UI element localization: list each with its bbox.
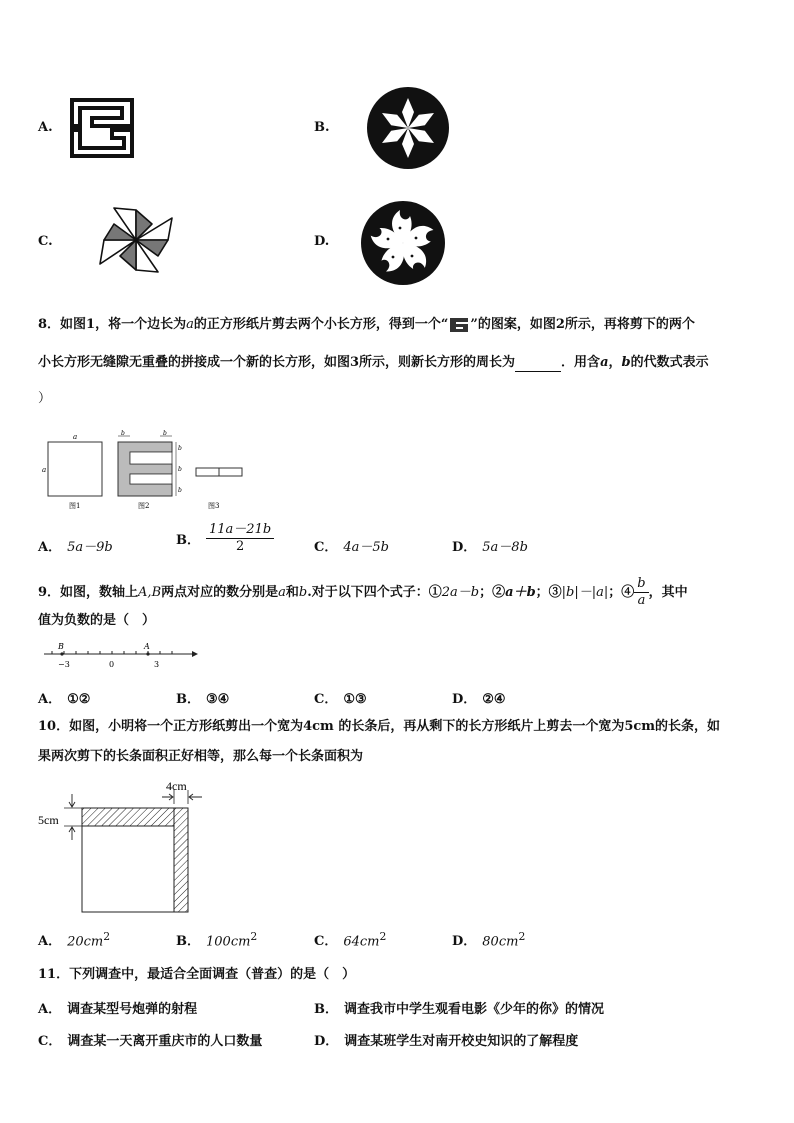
tick-label: 3 <box>154 660 160 669</box>
number-line <box>40 638 200 670</box>
q8-line-2 <box>38 354 768 372</box>
q8-var-b: b <box>621 355 631 370</box>
q10-line-1: 10．如图，小明将一个正方形纸剪出一个宽为4cm 的长条后，再从剩下的长方形纸片上剪去一个宽为5cm的长条，如 <box>38 719 721 734</box>
bauhinia-circle-icon <box>360 200 446 286</box>
q8-line-3: ） <box>38 391 52 406</box>
q10-option-b[interactable]: B． $100cm^2$ <box>176 930 258 950</box>
fig2-label-b2: b <box>163 430 167 437</box>
fig2-caption: 图2 <box>138 502 150 510</box>
pinwheel-icon <box>96 204 176 276</box>
e-shape-icon <box>450 318 468 332</box>
point-a-label: A <box>144 642 150 651</box>
q10-option-a[interactable]: A． $20cm^2$ <box>38 930 111 950</box>
q11-option-d[interactable]: D． 调查某班学生对南开校史知识的了解程度 <box>314 1034 579 1049</box>
q10-figure <box>38 776 218 918</box>
answer-blank[interactable] <box>515 357 561 372</box>
fig2-label-b4: b <box>178 466 182 473</box>
q9-option-c[interactable]: C． ①③ <box>314 692 367 707</box>
q8-text: 的代数式表示 <box>630 355 709 370</box>
q8-line-1 <box>38 316 768 334</box>
q8-text: 小长方形无缝隙无重叠的拼接成一个新的长方形，如图3所示，则新长方形的周长为 <box>38 355 516 370</box>
tick-label: 0 <box>109 660 115 669</box>
q7-option-d-key: D. <box>314 234 330 249</box>
q10-option-d[interactable]: D． $80cm^2$ <box>452 930 526 950</box>
fig3-caption: 图3 <box>208 502 220 510</box>
fig2-label-b5: b <box>178 487 182 494</box>
q9-points: A,B <box>138 585 162 600</box>
q9-expr-3: |b|－|a| <box>561 585 609 600</box>
fig1-caption: 图1 <box>69 502 81 510</box>
q8-text: ， <box>608 355 622 370</box>
q11-option-b[interactable]: B． 调查我市中学生观看电影《少年的你》的情况 <box>314 1002 605 1017</box>
q8-text: 8．如图1，将一个边长为 <box>38 317 187 332</box>
q10-option-c[interactable]: C． $64cm^2$ <box>314 930 387 950</box>
q8-figure <box>38 428 258 512</box>
flower-circle-icon <box>366 86 450 170</box>
q8-text: ．用含 <box>561 355 601 370</box>
q9-line-2: 值为负数的是（ ） <box>38 613 156 628</box>
q8-text: ”的图案，如图2所示，再将剪下的两个 <box>470 317 695 332</box>
q8-option-b-denominator: 2 <box>235 539 245 554</box>
q8-option-a[interactable]: A． 5a－9b <box>38 540 113 555</box>
q8-option-d[interactable]: D． 5a－8b <box>452 540 528 555</box>
q8-option-b-numerator: 11a－21b <box>206 522 274 539</box>
height-label: 5cm <box>38 813 59 827</box>
q11-option-c[interactable]: C． 调查某一天离开重庆市的人口数量 <box>38 1034 263 1049</box>
q8-var-a: a <box>186 317 194 332</box>
tick-label: −3 <box>58 660 70 669</box>
q7-option-a-key: A. <box>38 120 53 135</box>
q11-stem: 11．下列调查中，最适合全面调查（普查）的是（ ） <box>38 967 356 982</box>
width-label: 4cm <box>166 779 187 793</box>
fig1-label-a-side: a <box>42 466 47 474</box>
q9-expr-1: 2a－b <box>441 585 480 600</box>
q8-text: 的正方形纸片剪去两个小长方形，得到一个“ <box>193 317 449 332</box>
q7-option-c-key: C. <box>38 234 53 249</box>
point-b-label: B <box>58 642 64 651</box>
q11-option-a[interactable]: A． 调查某型号炮弹的射程 <box>38 1002 198 1017</box>
fig1-label-a: a <box>73 433 78 441</box>
q9-line-1: 9．如图，数轴上A,B两点对应的数分别是a和b.对于以下四个式子：①2a－b；②a＋b；③|b|－|a|；④ $\frac{b}{a}$ ，其中 <box>38 576 688 608</box>
q9-expr-4: $\frac{b}{a}$ <box>634 576 648 609</box>
fig2-label-b1: b <box>121 430 125 437</box>
q8-var-a: a <box>600 355 609 370</box>
q9-option-d[interactable]: D． ②④ <box>452 692 506 707</box>
q7-option-b-key: B. <box>314 120 330 135</box>
q8-option-c[interactable]: C． 4a－5b <box>314 540 389 555</box>
q9-option-b[interactable]: B． ③④ <box>176 692 230 707</box>
interlock-square-icon <box>66 96 138 160</box>
fig2-label-b3: b <box>178 445 182 452</box>
q9-option-a[interactable]: A． ①② <box>38 692 91 707</box>
q9-expr-2: a＋b <box>505 585 536 600</box>
q10-line-2: 果两次剪下的长条面积正好相等，那么每一个长条面积为 <box>38 749 364 764</box>
q8-option-b[interactable]: B． $\frac{11a-21b}{2}$ <box>176 522 274 555</box>
